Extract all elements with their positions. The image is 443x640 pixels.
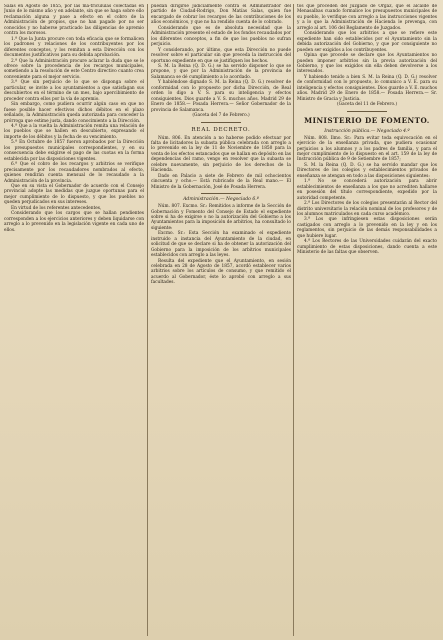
subsection-heading: Administración.— Negociado 6.º xyxy=(183,197,259,203)
body-paragraph: Dado en Palacio a siete de Febrero de mil ochocientos cincuenta y ocho.— Está rubricado de la Real mano.— El Ministro de la Gobernación, José de Posada Herrera. xyxy=(151,173,291,190)
body-paragraph: puedan dirigirse judicialmente contra el Administrador del partido de Ciudad-Rodrigo, Don Matías Salas, quien fue encargado de cobrar los recargos de las contribuciones de los años económicos, y que no ha rendido cuenta de lo cobrado. xyxy=(151,4,291,26)
body-paragraph: 4.ª Los Rectores de las Universidades cuidarán del exacto cumplimiento de estas disposiciones, dando cuenta a este Ministerio de las faltas que observen. xyxy=(297,239,437,256)
body-paragraph: tos que proceden del Juzgado de Orgaz, que el alcalde de Menasalbas cuando formalice los presupuestos municipales de su pueblo, lo verifique con arreglo a las instrucciones vigentes y a lo que la Administración de Hacienda le prevenga, con arreglo al art. 106 del Reglamento de Juzgados. xyxy=(297,4,437,31)
body-paragraph: 3.ª Que sin perjuicio de lo que se disponga sobre el particular, se invite a los ayuntamientos a que satisfagan sus descubiertos en el término de un mes, bajo apercibimiento de proceder contra ellos por la vía de apremio. xyxy=(4,80,144,102)
body-paragraph: Considerando que los arbitrios a que se refiere este expediente han sido establecidos por el Ayuntamiento sin la debida autorización del Gobierno, y que por consiguiente no pueden ser exigidos a los contribuyentes. xyxy=(297,31,437,53)
body-paragraph: Sin embargo, como pudiera ocurrir algún caso en que no fuese posible hacer efectivos dichos débitos en el plazo señalado, la Administración queda autorizada para conceder la prórroga que estime justa, dando conocimiento a la Dirección. xyxy=(4,102,144,124)
section-divider xyxy=(347,111,387,112)
column-rule xyxy=(293,4,294,636)
subsection-heading: Instrucción pública.— Negociado 4.º xyxy=(324,128,410,134)
body-paragraph: 2.ª Que la Administración procure aclarar la duda que se le ofrece sobre la procedencia de los recargos municipales, sometiendo a la resolución de este Centro directivo cuanto crea conveniente para el mejor servicio. xyxy=(4,58,144,80)
body-paragraph: S. M. la Reina (Q. D. G.) se ha servido disponer lo que se propone, y que por la Administración de la provincia de Salamanca se dé cumplimiento a lo acordado. xyxy=(151,63,291,80)
body-paragraph: Opina que procede se declare que los Ayuntamientos no pueden imponer arbitrios sin la previa autorización del Gobierno, y que los exigidos sin ella deben devolverse a los interesados. xyxy=(297,53,437,75)
body-paragraph: Y considerando, por último, que esta Dirección no puede resolver sobre el particular sin que preceda la instrucción del oportuno expediente en que se justifiquen los hechos. xyxy=(151,47,291,64)
body-paragraph: 1.ª Que la Junta procure con toda eficacia que se formalicen los padrones y relaciones de los contribuyentes por los diferentes conceptos, y los remitan a esta Dirección con los documentos justificativos para su debida aprobación. xyxy=(4,36,144,59)
body-paragraph: 3.ª Los que infringiesen estas disposiciones serán castigados con arreglo a lo prevenido en la ley y en los reglamentos, sin perjuicio de las demás responsabilidades a que hubiere lugar. xyxy=(297,217,437,239)
body-paragraph: 6.ª Que el cobro de los recargos y arbitrios se verifique precisamente por los recaudadores nombrados al efecto, quienes rendirán cuenta mensual de lo recaudado a la Administración de la provincia. xyxy=(4,162,144,184)
body-paragraph: 4.ª Que a la vuelta la Administración remita una relación de los pueblos que se hallen en descubierto, expresando el importe de los débitos y la fecha de su vencimiento. xyxy=(4,123,144,140)
section-divider xyxy=(201,193,241,194)
body-paragraph: Considerando que los cargos que se hallan pendientes corresponden a los ejercicios anteriores y deben liquidarse con arreglo a lo prevenido en la legislación vigente en cada uno de ellos. xyxy=(4,211,144,233)
body-paragraph: En virtud de los referentes antecedentes, xyxy=(11,205,102,211)
body-paragraph: Núm. 806. En atención a no haberse podido efectuar por falta de licitadores la subasta pública celebrada con arreglo a lo prevenido en la ley de 11 de Noviembre de 1850 para la venta de los efectos estancados que se hallan en depósito en las dependencias del ramo, vengo en resolver que la subasta se celebre nuevamente, sin perjuicio de los derechos de la Hacienda. xyxy=(151,135,291,174)
body-paragraph: Salas en Agosto de 1855, por las ma-trícululas colectadas en Junio de lo mismo año y en adelante, sin que se haga sobre ello reclamación alguna y pase a efecto en el cobro de la Administración de propios, que no han pagado por no ser conocidos y no haberse practicado las diligencias de apremio contra los morosos. xyxy=(4,4,144,37)
body-paragraph: 5.ª En Octubre de 1857 fueron aprobados por la Dirección los presupuestos municipales correspondientes, y en su consecuencia debe exigirse el pago de las cuotas en la forma establecida por las disposiciones vigentes. xyxy=(4,140,144,162)
ministry-heading: MINISTERIO DE FOMENTO. xyxy=(304,115,430,125)
body-paragraph: Considerando que es de absoluta necesidad que la Administración presente el estado de los fondos recaudados por los diferentes conceptos, a fin de que los pueblos no sufran perjuicio. xyxy=(151,25,291,48)
body-paragraph: S. M. la Reina (Q. D. G.) se ha servido mandar que los Directores de los colegios y establecimientos privados de enseñanza se atengan en todo a las disposiciones siguientes: xyxy=(297,162,437,179)
column-1 xyxy=(4,4,144,636)
section-divider xyxy=(201,122,241,123)
body-paragraph: Resulta del expediente que el Ayuntamiento, en sesión celebrada en 28 de Agosto de 1857, acordó establecer varios arbitrios sobre los artículos de consumo, y que remitido el acuerdo al Gobernador, éste lo aprobó con arreglo a sus facultades. xyxy=(151,258,291,286)
column-2 xyxy=(151,4,291,636)
body-paragraph: 1.ª No se concederá autorización para abrir establecimientos de enseñanza a los que no acrediten hallarse en posesión del título correspondiente, expedido por la autoridad competente. xyxy=(297,179,437,201)
article-heading: REAL DECRETO. xyxy=(191,126,251,133)
body-paragraph: 2.ª Los Directores de los colegios presentarán al Rector del distrito universitario la relación nominal de los profesores y de los alumnos matriculados en cada curso académico. xyxy=(297,201,437,217)
body-paragraph: Y habiéndose dignado S. M. la Reina (Q. D. G.) resolver de conformidad con lo propuesto por dicha Dirección, de Real orden lo digo a V. S. para su inteligencia y efectos consiguientes. Dios guarde a V. S. muchos años. Madrid 29 de Enero de 1858.— Posada Herrera.— Señor Gobernador de la provincia de Salamanca. xyxy=(151,80,291,113)
column-rule xyxy=(147,4,148,636)
body-paragraph: Que en su vista el Gobernador de acuerdo con el Consejo provincial adopte las medidas que juzgue oportunas para el mejor cumplimiento de lo dispuesto, y que los pueblos no queden perjudicados en sus intereses. xyxy=(4,183,144,206)
body-paragraph: Excmo. Sr.: Esta Sección ha examinado el expediente instruido a instancia del Ayuntamiento de la ciudad, en solicitud de que se declare si ha de obtener la autorización del Gobierno para la imposición de los arbitrios municipales establecidos con arreglo a las leyes. xyxy=(151,231,291,259)
body-paragraph: Núm. 808. Ilmo. Sr.: Para evitar toda equivocación en el ejercicio de la enseñanza privada, que pudiera ocasionar perjuicios a los alumnos y a los padres de familia, y para el mejor cumplimiento de lo dispuesto en el art. 159 de la ley de Instrucción pública de 9 de Setiembre de 1857; xyxy=(297,135,437,163)
column-3 xyxy=(297,4,437,636)
body-paragraph: Y habiendo tenido a bien S. M. la Reina (Q. D. G.) resolver de conformidad con lo propuesto, lo comunico a V. E. para su inteligencia y efectos consiguientes. Dios guarde a V. E. muchos años. Madrid 29 de Enero de 1858.— Posada Herrera.— Sr. Ministro de Gracia y Justicia. xyxy=(297,74,437,102)
source-citation: (Gaceta del 11 de Febrero.) xyxy=(336,102,398,108)
body-paragraph: Núm. 807. Excmo. Sr.: Remitidos a informe de la Sección de Gobernación y Fomento del Consejo de Estado el expediente sobre si ha de exigirse o no la autorización del Gobierno a los Ayuntamientos para la imposición de arbitrios, ha consultado lo siguiente: xyxy=(151,204,291,231)
source-citation: (Gaceta del 7 de Febrero.) xyxy=(192,113,250,119)
